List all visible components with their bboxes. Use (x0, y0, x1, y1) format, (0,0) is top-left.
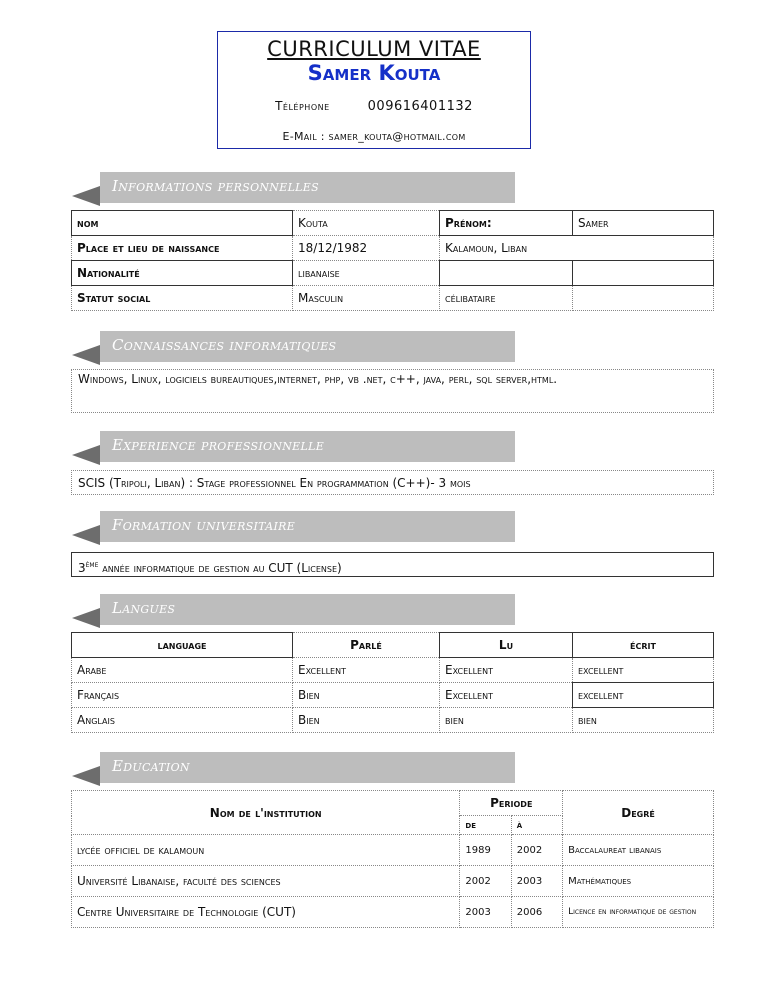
prenom-label: Prénom: (440, 211, 573, 236)
section-wedge (72, 608, 100, 628)
degree-name: Baccalaureat libanais (563, 835, 714, 866)
empty-cell (573, 261, 714, 286)
birth-label: Place et lieu de naissance (72, 236, 293, 261)
from-header: de (460, 816, 511, 835)
section-banner (100, 511, 515, 542)
lang-spoken: Excellent (293, 658, 440, 683)
empty-cell (440, 261, 573, 286)
lang-written: excellent (573, 683, 714, 708)
section-wedge (72, 445, 100, 465)
lang-header: language (72, 633, 293, 658)
degree-name: Mathématiques (563, 866, 714, 897)
languages-table (71, 632, 714, 733)
spoken-header: Parlé (293, 633, 440, 658)
lang-read: bien (440, 708, 573, 733)
institution-header: Nom de l'institution (72, 791, 460, 835)
it-skills-text: Windows, Linux, logiciels bureautiques,internet, php, vb .net, c++, java, perl, sql server,html. (71, 369, 714, 413)
written-header: écrit (573, 633, 714, 658)
section-title: Langues (112, 599, 176, 617)
section-banner (100, 431, 515, 462)
lang-spoken: Bien (293, 683, 440, 708)
section-title: Education (112, 757, 190, 775)
lang-name: Français (72, 683, 293, 708)
section-banner (100, 331, 515, 362)
lang-written: excellent (573, 658, 714, 683)
period-from: 1989 (460, 835, 511, 866)
section-wedge (72, 345, 100, 365)
section-wedge (72, 766, 100, 786)
header-box (217, 31, 531, 149)
cv-title: CURRICULUM VITAE (267, 37, 481, 61)
personal-table (71, 210, 714, 311)
university-text (71, 552, 714, 577)
status-label: Statut social (72, 286, 293, 311)
section-title: Experience professionnelle (112, 436, 325, 454)
section-title: Formation universitaire (112, 516, 296, 534)
nationality-value: libanaise (293, 261, 440, 286)
email-line: E-Mail : samer_kouta@hotmail.com (282, 130, 466, 143)
period-from: 2003 (460, 897, 511, 928)
person-name: Samer Kouta (307, 61, 441, 85)
degree-header: Degré (563, 791, 714, 835)
empty-cell (573, 286, 714, 311)
section-title: Informations personnelles (112, 177, 319, 195)
sex-value: Masculin (293, 286, 440, 311)
section-wedge (72, 525, 100, 545)
period-from: 2002 (460, 866, 511, 897)
phone-line (218, 99, 530, 114)
nationality-label: Nationalité (72, 261, 293, 286)
lang-read: Excellent (440, 683, 573, 708)
birth-date: 18/12/1982 (293, 236, 440, 261)
period-to: 2002 (511, 835, 562, 866)
lang-written: bien (573, 708, 714, 733)
experience-text: SCIS (Tripoli, Liban) : Stage professionnel En programmation (C++)- 3 mois (71, 470, 714, 495)
lang-name: Anglais (72, 708, 293, 733)
section-banner (100, 172, 515, 203)
nom-value: Kouta (293, 211, 440, 236)
section-banner (100, 594, 515, 625)
section-wedge (72, 186, 100, 206)
birth-place: Kalamoun, Liban (440, 236, 714, 261)
phone-label: Téléphone (275, 99, 330, 113)
institution-name: Centre Universitaire de Technologie (CUT) (72, 897, 460, 928)
phone-number: 009616401132 (367, 99, 473, 114)
marital-value: célibataire (440, 286, 573, 311)
lang-name: Arabe (72, 658, 293, 683)
period-to: 2006 (511, 897, 562, 928)
institution-name: Université Libanaise, faculté des sciences (72, 866, 460, 897)
read-header: Lu (440, 633, 573, 658)
institution-name: lycée officiel de kalamoun (72, 835, 460, 866)
degree-name: Licence en informatique de gestion (563, 897, 714, 928)
period-header: Periode (460, 791, 563, 816)
lang-read: Excellent (440, 658, 573, 683)
prenom-value: Samer (573, 211, 714, 236)
period-to: 2003 (511, 866, 562, 897)
to-header: à (511, 816, 562, 835)
year-suffix: ème (85, 560, 99, 569)
nom-label: nom (72, 211, 293, 236)
university-description: année informatique de gestion au CUT (License) (98, 561, 342, 575)
year-number: 3 (78, 561, 86, 575)
education-table (71, 790, 714, 928)
section-banner (100, 752, 515, 783)
section-title: Connaissances informatiques (112, 336, 337, 354)
lang-spoken: Bien (293, 708, 440, 733)
